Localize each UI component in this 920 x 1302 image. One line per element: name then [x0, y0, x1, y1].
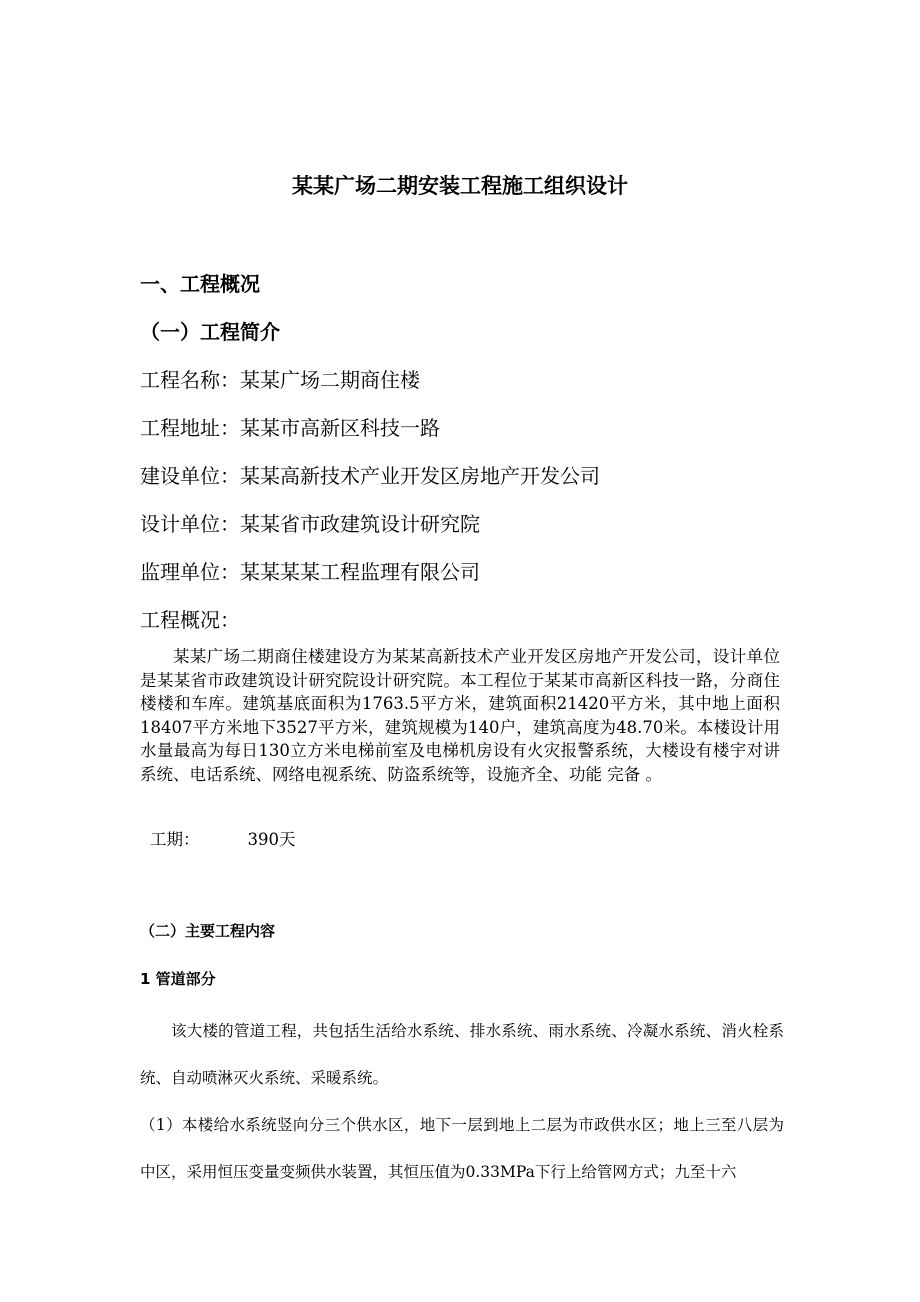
- field-supervision-unit: [140, 556, 480, 585]
- field-label: 建设单位：: [140, 464, 240, 488]
- overview-heading: 工程概况：: [140, 608, 240, 632]
- period-value: 390天: [247, 830, 296, 849]
- field-label: 设计单位：: [140, 512, 240, 536]
- field-project-name: [140, 364, 420, 393]
- overview-paragraph: 某某广场二期商住楼建设方为某某高新技术产业开发区房地产开发公司，设计单位是某某省市政建筑设计研究院设计研究院。本工程位于某某市高新区科技一路，分商住楼楼和车库。建筑基底面积为1763.5平方米，建筑面积21420平方米，其中地上面积18407平方米地下3527平方米，建筑规模为140户，建筑高度为48.70米。本楼设计用水量最高为每日130立方米电梯前室及电梯机房设有火灾报警系统，大楼设有楼宇对讲系统、电话系统、网络电视系统、防盗系统等，设施齐全、功能 完备 。: [140, 647, 780, 784]
- field-construction-unit: [140, 460, 600, 489]
- field-label: 监理单位：某某某某: [140, 560, 320, 584]
- section-heading-introduction: （一）工程简介: [140, 320, 280, 344]
- water-supply-paragraph: （1）本楼给水系统竖向分三个供水区，地下一层到地上二层为市政供水区；地上三至八层为中区，采用恒压变量变频供水装置，其恒压值为0.33MPa下行上给管网方式；九至十六: [140, 1116, 784, 1181]
- pipe-intro-paragraph: 该大楼的管道工程，共包括生活给水系统、排水系统、雨水系统、冷凝水系统、消火栓系统、自动喷淋灭火系统、采暖系统。: [140, 1022, 784, 1087]
- field-design-unit: [140, 508, 480, 537]
- field-label: 工程名称：: [140, 368, 240, 392]
- section-heading-main-content: （二）主要工程内容: [140, 922, 276, 940]
- field-value: 工程监理有限公司: [320, 560, 480, 584]
- section-heading-overview: 一、工程概况: [140, 272, 260, 296]
- field-label: 工程地址：: [140, 416, 240, 440]
- field-value: 某某高新技术产业开发区房地产开发公司: [240, 464, 600, 488]
- document-title: 某某广场二期安装工程施工组织设计: [292, 174, 628, 198]
- field-project-address: [140, 412, 440, 441]
- period-label: 工期：: [150, 830, 200, 849]
- subsection-heading-pipes: 1 管道部分: [140, 970, 216, 988]
- field-value: 某某市高新区科技一路: [240, 416, 440, 440]
- construction-period: [150, 826, 296, 850]
- field-value: 某某广场二期商住楼: [240, 368, 420, 392]
- field-value: 某某省市政建筑设计研究院: [240, 512, 480, 536]
